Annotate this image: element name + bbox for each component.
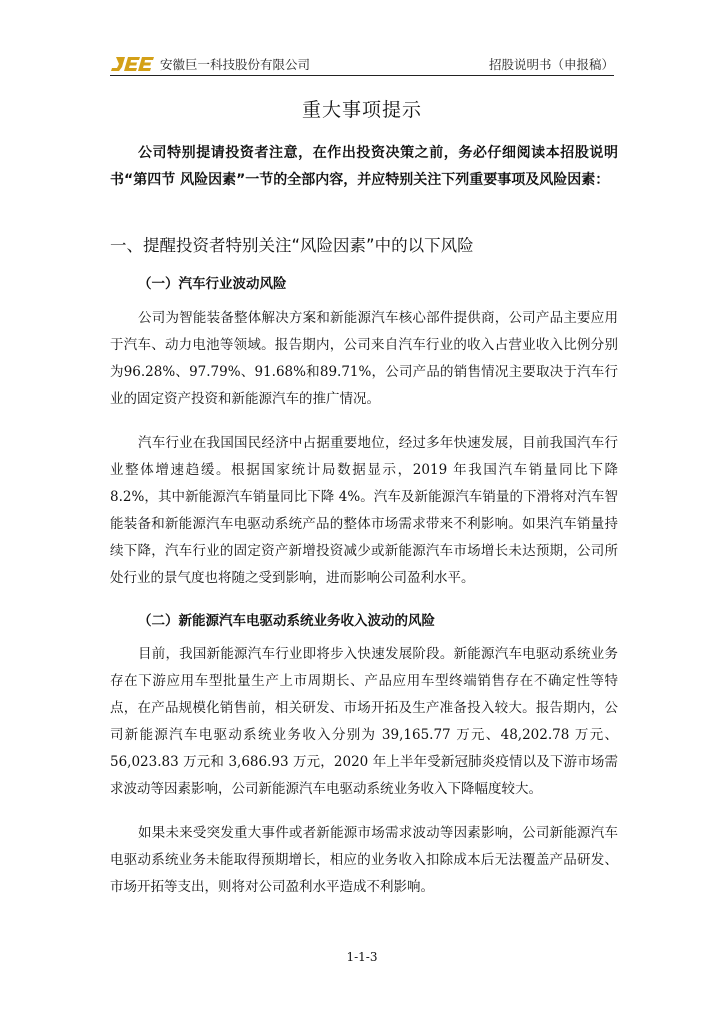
company-logo bbox=[110, 54, 156, 72]
paragraph-auto-market: 汽车行业在我国国民经济中占据重要地位，经过多年快速发展，目前我国汽车行业整体增速趋缓。根据国家统计局数据显示，2019 年我国汽车销量同比下降 8.2%，其中新能源汽车销量同比下降 4%。汽车及新能源汽车销量的下滑将对汽车智能装备和新能源汽车电驱动系统产品的整体市场需求带来不利影响。如果汽车销量持续下降，汽车行业的固定资产新增投资减少或新能源汽车市场增长未达预期，公司所处行业的景气度也将随之受到影响，进而影响公司盈利水平。 bbox=[110, 435, 618, 586]
page-header bbox=[110, 50, 614, 76]
page-number: 1-1-3 bbox=[346, 950, 378, 964]
company-name: 安徽巨一科技股份有限公司 bbox=[160, 57, 311, 72]
section-heading-risks: 一、提醒投资者特别关注“风险因素”中的以下风险 bbox=[110, 236, 474, 255]
page-title: 重大事项提示 bbox=[301, 99, 422, 121]
subsection-heading-ev-drive: （二）新能源汽车电驱动系统业务收入波动的风险 bbox=[138, 613, 435, 629]
paragraph-ev-drive-outlook: 如果未来受突发重大事件或者新能源市场需求波动等因素影响，公司新能源汽车电驱动系统业务未能取得预期增长，相应的业务收入扣除成本后无法覆盖产品研发、市场开拓等支出，则将对公司盈利水平造成不利影响。 bbox=[110, 825, 618, 895]
header-left bbox=[110, 54, 310, 72]
subsection-heading-auto-industry: （一）汽车行业波动风险 bbox=[138, 276, 287, 292]
document-type: 招股说明书（申报稿） bbox=[488, 57, 614, 72]
paragraph-auto-revenue: 公司为智能装备整体解决方案和新能源汽车核心部件提供商，公司产品主要应用于汽车、动力电池等领域。报告期内，公司来自汽车行业的收入占营业收入比例分别为96.28%、97.79%、91.68%和89.71%，公司产品的销售情况主要取决于汽车行业的固定资产投资和新能源汽车的推广情况。 bbox=[110, 310, 618, 407]
investor-notice: 公司特别提请投资者注意，在作出投资决策之前，务必仔细阅读本招股说明书“第四节 风险因素”一节的全部内容，并应特别关注下列重要事项及风险因素： bbox=[110, 145, 618, 188]
paragraph-ev-drive-revenue: 目前，我国新能源汽车行业即将步入快速发展阶段。新能源汽车电驱动系统业务存在下游应用车型批量生产上市周期长、产品应用车型终端销售存在不确定性等特点，在产品规模化销售前，相关研发、市场开拓及生产准备投入较大。报告期内，公司新能源汽车电驱动系统业务收入分别为 39,165.77 万元、48,202.78 万元、56,023.83 万元和 3,686.93 万元，2020 年上半年受新冠肺炎疫情以及下游市场需求波动等因素影响，公司新能源汽车电驱动系统业务收入下降幅度较大。 bbox=[110, 646, 618, 797]
